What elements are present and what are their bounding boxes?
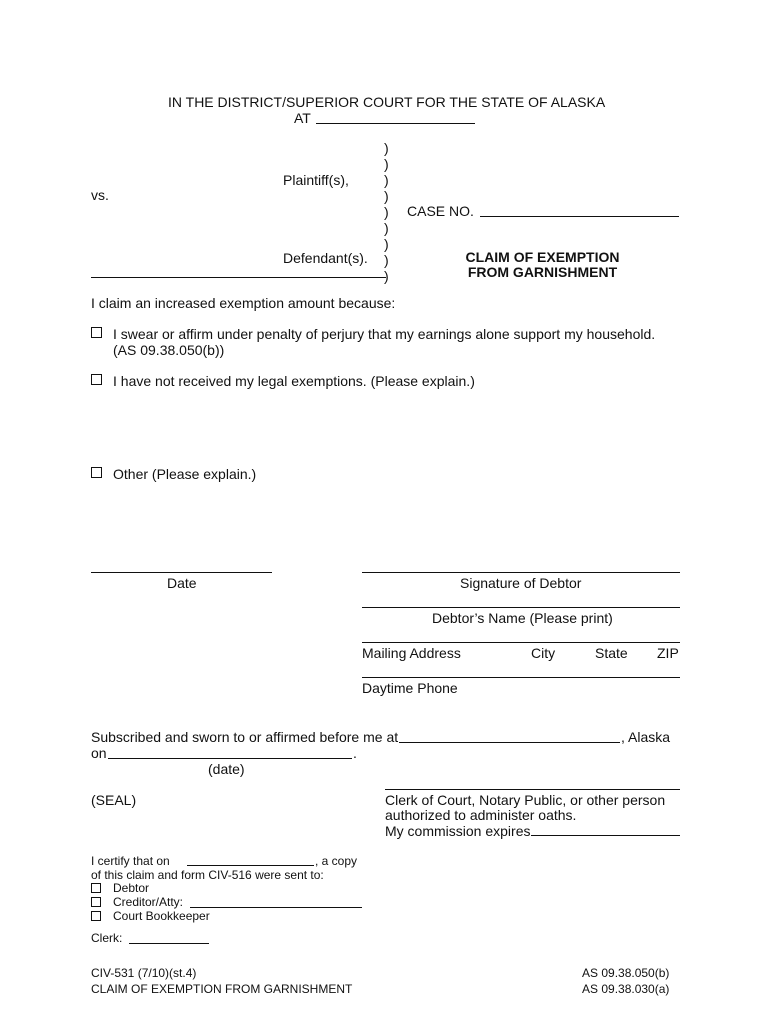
certify-line2: of this claim and form CIV-516 were sent to:	[91, 868, 324, 882]
on-label: on	[91, 745, 107, 761]
signature-field[interactable]	[362, 572, 680, 573]
clerk-title-line1: Clerk of Court, Notary Public, or other person	[385, 792, 666, 808]
other-checkbox[interactable]	[91, 467, 102, 478]
state-label: State	[595, 645, 628, 661]
clerk-signature-field[interactable]	[385, 789, 680, 790]
commission-expires-field[interactable]	[531, 835, 680, 836]
seal-label: (SEAL)	[91, 792, 137, 808]
creditor-name-field[interactable]	[190, 907, 362, 908]
signature-label: Signature of Debtor	[460, 575, 582, 591]
clerk-title-line2: authorized to administer oaths.	[385, 807, 577, 823]
certify-copy-text: , a copy	[315, 854, 358, 868]
at-label: AT	[294, 110, 311, 126]
household-support-text: I swear or affirm under penalty of perjury that my earnings alone support my household.	[113, 326, 656, 342]
legal-exemptions-checkbox[interactable]	[91, 374, 102, 385]
sworn-date-label: (date)	[208, 761, 245, 777]
claim-intro: I claim an increased exemption amount because:	[91, 295, 396, 311]
sworn-date-period: .	[353, 745, 357, 761]
form-name: CLAIM OF EXEMPTION FROM GARNISHMENT	[91, 982, 353, 996]
court-bookkeeper-label: Court Bookkeeper	[113, 909, 210, 923]
certify-line1: I certify that on	[91, 854, 170, 868]
creditor-recipient-label: Creditor/Atty:	[113, 895, 184, 909]
caption-parentheses: ) ) ) ) ) ) ) ) )	[384, 140, 389, 284]
case-no-field[interactable]	[480, 216, 679, 217]
clerk-label: Clerk:	[91, 931, 123, 945]
debtor-checkbox[interactable]	[91, 883, 101, 893]
household-support-statute: (AS 09.38.050(b))	[113, 342, 225, 358]
alaska-text: , Alaska	[621, 729, 671, 745]
case-no-label: CASE NO.	[407, 203, 474, 219]
caption-underline	[91, 277, 386, 278]
court-bookkeeper-checkbox[interactable]	[91, 911, 101, 921]
mailing-address-field[interactable]	[362, 642, 680, 643]
other-text: Other (Please explain.)	[113, 466, 257, 482]
form-title-line1: CLAIM OF EXEMPTION	[465, 249, 620, 265]
debtor-name-label: Debtor’s Name (Please print)	[432, 610, 613, 626]
statute-1: AS 09.38.050(b)	[582, 966, 670, 980]
certify-date-field[interactable]	[187, 865, 314, 866]
vs-label: vs.	[91, 187, 109, 203]
daytime-phone-label: Daytime Phone	[362, 680, 458, 696]
statute-2: AS 09.38.030(a)	[582, 982, 670, 996]
court-heading: IN THE DISTRICT/SUPERIOR COURT FOR THE STATE OF ALASKA	[168, 94, 606, 110]
form-number: CIV-531 (7/10)(st.4)	[91, 966, 197, 980]
city-label: City	[531, 645, 556, 661]
sworn-location-field[interactable]	[399, 742, 620, 743]
creditor-checkbox[interactable]	[91, 897, 101, 907]
clerk-initials-field[interactable]	[129, 943, 209, 944]
subscribed-text: Subscribed and sworn to or affirmed before me at	[91, 729, 399, 745]
commission-label: My commission expires	[385, 823, 531, 839]
mailing-address-label: Mailing Address	[362, 645, 461, 661]
household-support-checkbox[interactable]	[91, 327, 102, 338]
sworn-date-field[interactable]	[108, 758, 352, 759]
form-title-line2: FROM GARNISHMENT	[467, 264, 618, 280]
date-label: Date	[167, 575, 197, 591]
daytime-phone-field[interactable]	[362, 677, 680, 678]
plaintiff-label: Plaintiff(s),	[283, 172, 349, 188]
legal-exemptions-text: I have not received my legal exemptions. (Please explain.)	[113, 373, 475, 389]
defendant-label: Defendant(s).	[283, 250, 368, 266]
debtor-recipient-label: Debtor	[113, 881, 150, 895]
debtor-name-field[interactable]	[362, 607, 680, 608]
location-field[interactable]	[316, 123, 475, 124]
zip-label: ZIP	[657, 645, 679, 661]
date-field[interactable]	[91, 572, 272, 573]
